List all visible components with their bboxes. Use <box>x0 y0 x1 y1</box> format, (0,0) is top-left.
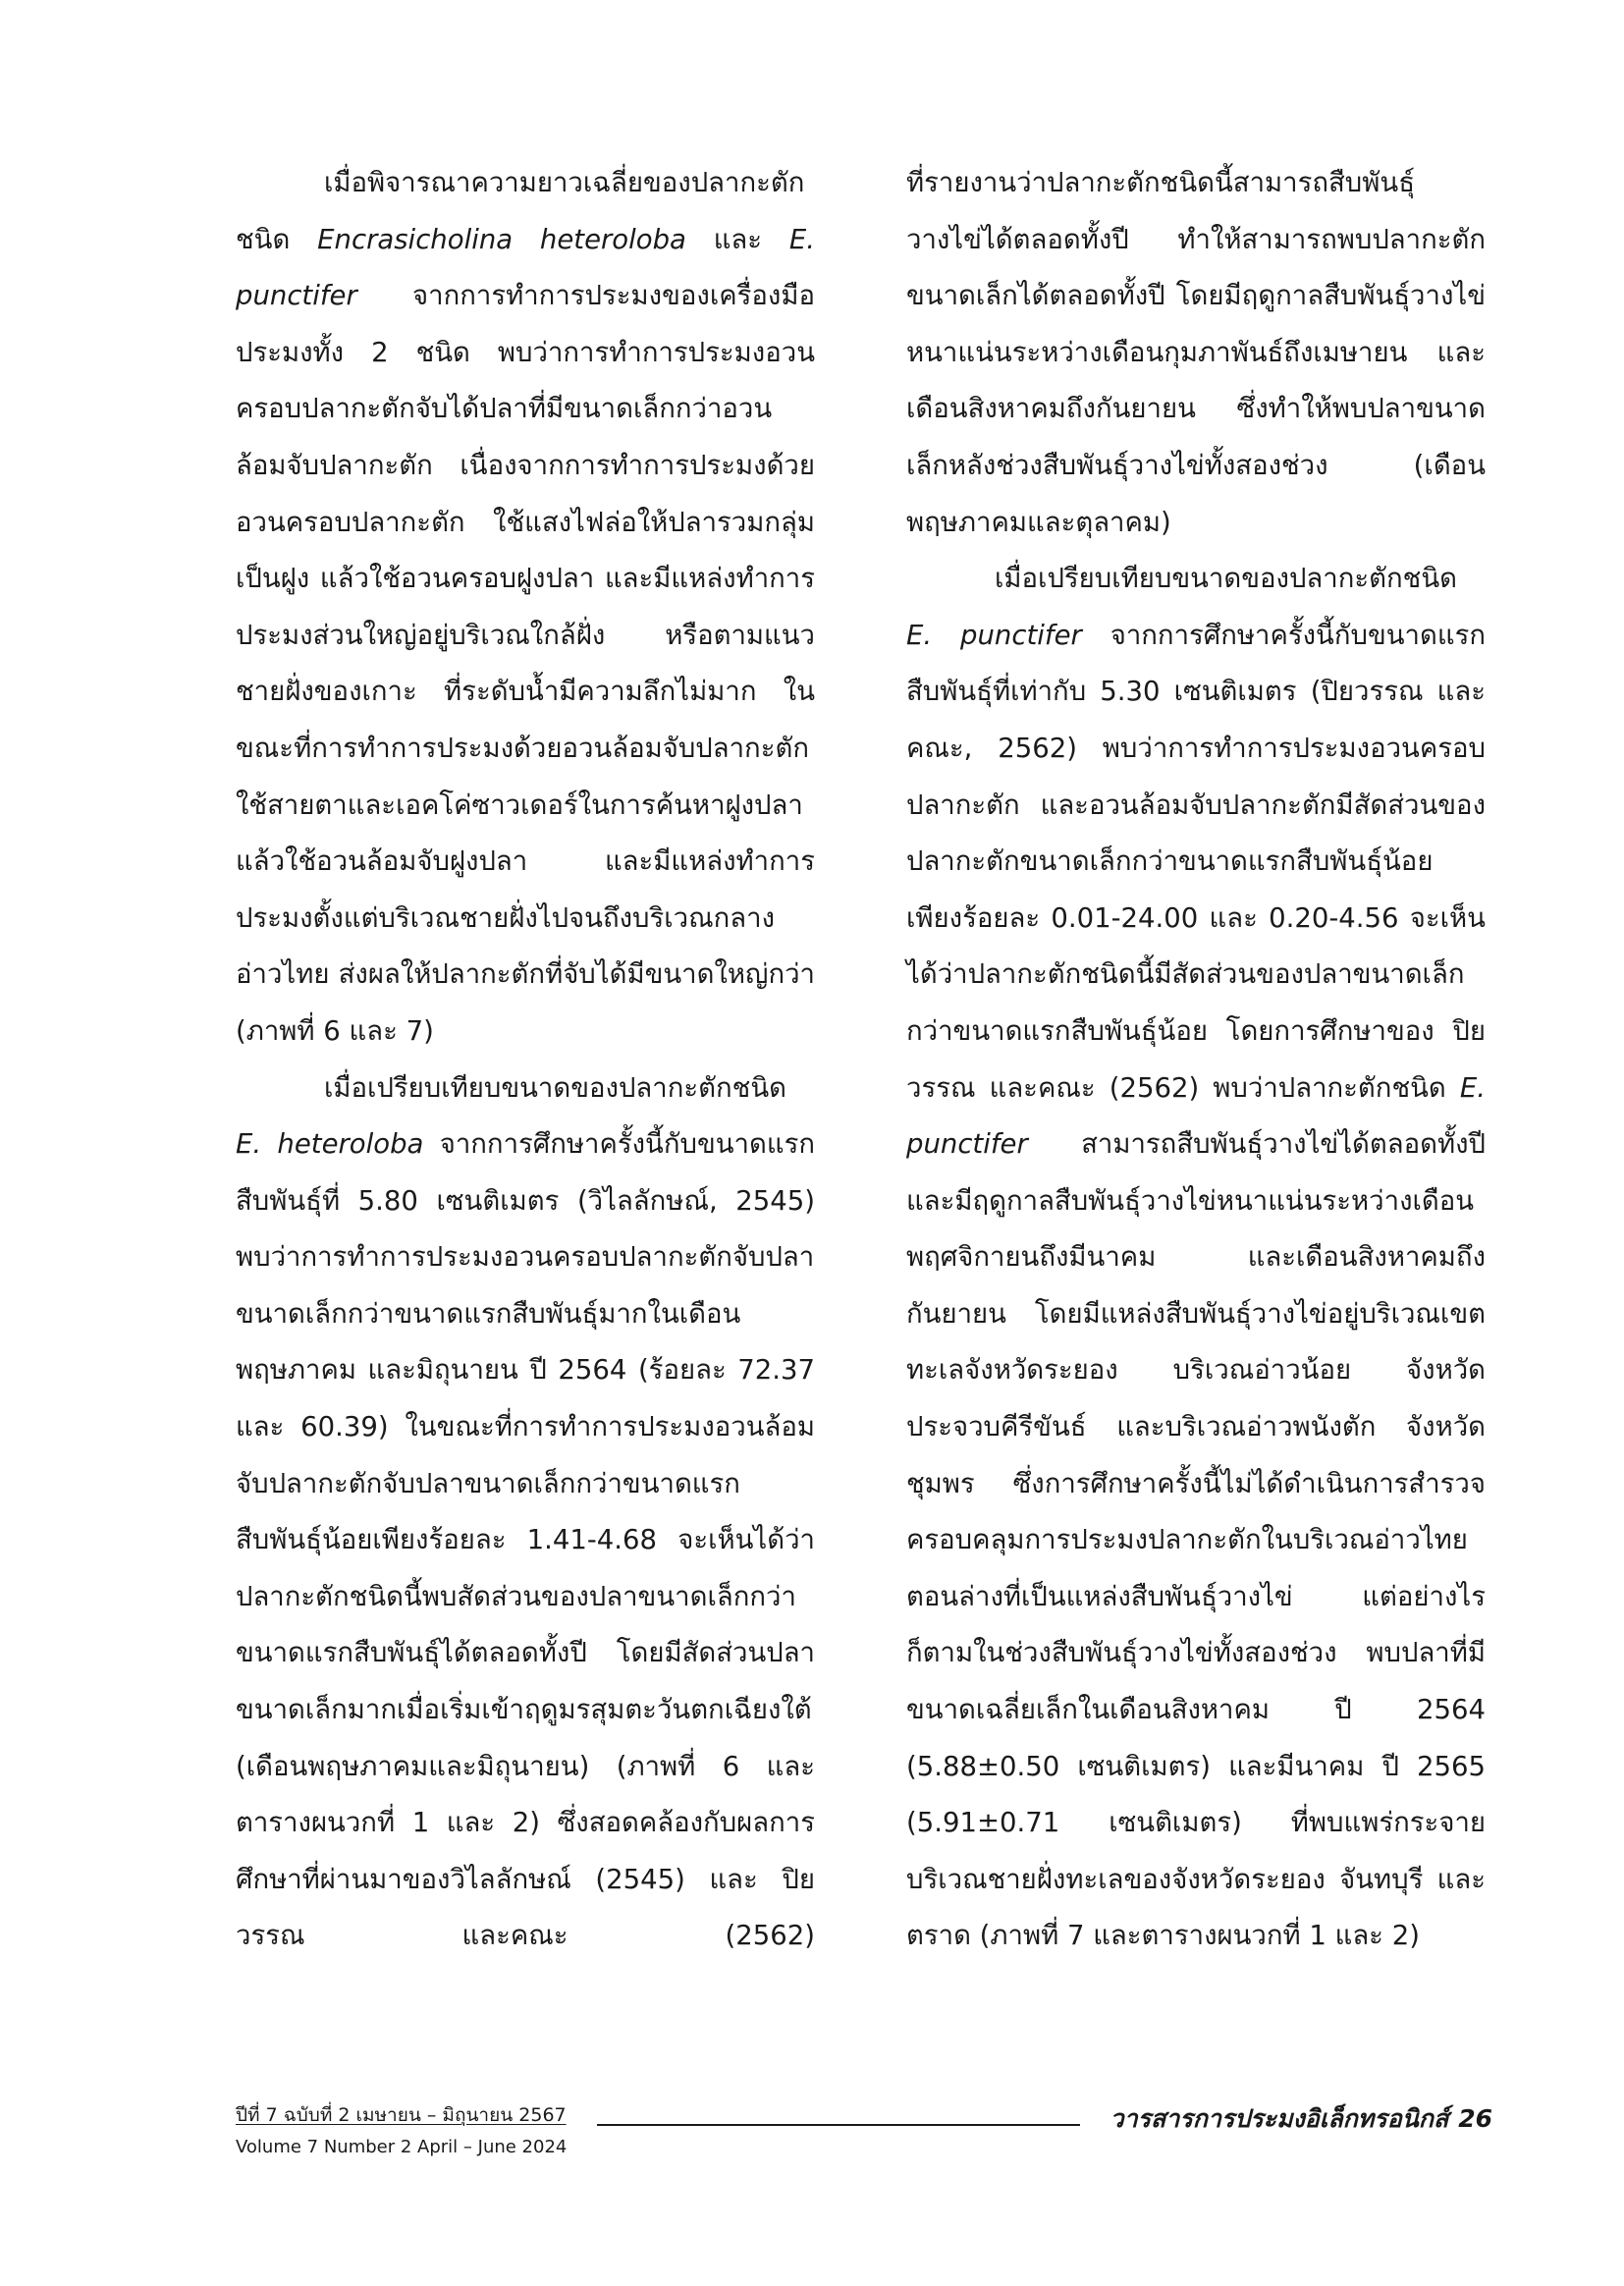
paragraph-continuation: ที่รายงานว่าปลากะตักชนิดนี้สามารถสืบพันธุ์วางไข่ได้ตลอดทั้งปี ทำให้สามารถพบปลากะตักขนาดเล็กได้ตลอดทั้งปี โดยมีฤดูกาลสืบพันธุ์วางไข่หนาแน่นระหว่างเดือนกุมภาพันธ์ถึงเมษายน และเดือนสิงหาคมถึงกันยายน ซึ่งทำให้พบปลาขนาดเล็กหลังช่วงสืบพันธุ์วางไข่ทั้งสองช่วง (เดือนพฤษภาคมและตุลาคม) <box>906 167 1486 538</box>
right-column <box>906 155 1486 1965</box>
text-run: เมื่อเปรียบเทียบขนาดของปลากะตักชนิด <box>995 563 1457 595</box>
journal-name: วารสารการประมงอิเล็กทรอนิกส์ <box>1110 2104 1449 2133</box>
species-name: E. punctifer <box>236 223 815 312</box>
text-run: จากการศึกษาครั้งนี้กับขนาดแรกสืบพันธุ์ที่ 5.80 เซนติเมตร (วิไลลักษณ์, 2545) พบว่าการทำการประมงอวนครอบปลากะตักจับปลาขนาดเล็กกว่าขนาดแรกสืบพันธุ์มากในเดือนพฤษภาคม และมิถุนายน ปี 2564 (ร้อยละ 72.37 และ 60.39) ในขณะที่การทำการประมงอวนล้อมจับปลากะตักจับปลาขนาดเล็กกว่าขนาดแรกสืบพันธุ์น้อยเพียงร้อยละ 1.41-4.68 จะเห็นได้ว่าปลากะตักชนิดนี้พบสัดส่วนของปลาขนาดเล็กกว่าขนาดแรกสืบพันธุ์ได้ตลอดทั้งปี โดยมีสัดส่วนปลาขนาดเล็กมากเมื่อเริ่มเข้าฤดูมรสุมตะวันตกเฉียงใต้ (เดือนพฤษภาคมและมิถุนายน) (ภาพที่ 6 และตารางผนวกที่ 1 และ 2) ซึ่งสอดคล้องกับผลการศึกษาที่ผ่านมาของวิไลลักษณ์ (2545) และ ปิยวรรณ และคณะ (2562) <box>236 1128 815 1952</box>
paragraph-heteroloba-size <box>236 1061 815 1966</box>
paragraph-length-comparison <box>236 155 815 1061</box>
left-column <box>236 155 815 1965</box>
text-run: เมื่อพิจารณาความยาวเฉลี่ยของปลากะตักชนิด <box>236 167 805 255</box>
text-run: และ <box>685 223 789 255</box>
species-name: Encrasicholina heteroloba <box>317 223 686 255</box>
page-number: 26 <box>1458 2104 1492 2133</box>
footer-issue-info <box>236 2103 567 2162</box>
species-name: E. punctifer <box>906 619 1082 651</box>
species-name: E. punctifer <box>906 1071 1486 1161</box>
text-run: เมื่อเปรียบเทียบขนาดของปลากะตักชนิด <box>324 1071 786 1104</box>
paragraph-punctifer-size <box>906 551 1486 1965</box>
text-run: จากการศึกษาครั้งนี้กับขนาดแรกสืบพันธุ์ที่เท่ากับ 5.30 เซนติเมตร (ปิยวรรณ และคณะ, 2562) พบว่าการทำการประมงอวนครอบปลากะตัก และอวนล้อมจับปลากะตักมีสัดส่วนของปลากะตักขนาดเล็กกว่าขนาดแรกสืบพันธุ์น้อยเพียงร้อยละ 0.01-24.00 และ 0.20-4.56 จะเห็นได้ว่าปลากะตักชนิดนี้มีสัดส่วนของปลาขนาดเล็กกว่าขนาดแรกสืบพันธุ์น้อย โดยการศึกษาของ ปิยวรรณ และคณะ (2562) พบว่าปลากะตักชนิด <box>906 619 1486 1104</box>
species-name: E. heteroloba <box>236 1128 424 1161</box>
footer-journal-title <box>1110 2104 1492 2134</box>
footer-issue-thai: ปีที่ 7 ฉบับที่ 2 เมษายน – มิถุนายน 2567 <box>236 2104 567 2126</box>
text-run: สามารถสืบพันธุ์วางไข่ได้ตลอดทั้งปี และมีฤดูกาลสืบพันธุ์วางไข่หนาแน่นระหว่างเดือนพฤศจิกายนถึงมีนาคม และเดือนสิงหาคมถึงกันยายน โดยมีแหล่งสืบพันธุ์วางไข่อยู่บริเวณเขตทะเลจังหวัดระยอง บริเวณอ่าวน้อย จังหวัดประจวบคีรีขันธ์ และบริเวณอ่าวพนังตัก จังหวัดชุมพร ซึ่งการศึกษาครั้งนี้ไม่ได้ดำเนินการสำรวจครอบคลุมการประมงปลากะตักในบริเวณอ่าวไทยตอนล่างที่เป็นแหล่งสืบพันธุ์วางไข่ แต่อย่างไรก็ตามในช่วงสืบพันธุ์วางไข่ทั้งสองช่วง พบปลาที่มีขนาดเฉลี่ยเล็กในเดือนสิงหาคม ปี 2564 (5.88±0.50 เซนติเมตร) และมีนาคม ปี 2565 (5.91±0.71 เซนติเมตร) ที่พบแพร่กระจายบริเวณชายฝั่งทะเลของจังหวัดระยอง จันทบุรี และตราด (ภาพที่ 7 และตารางผนวกที่ 1 และ 2) <box>906 1128 1486 1952</box>
footer-issue-english: Volume 7 Number 2 April – June 2024 <box>236 2137 568 2157</box>
text-run: จากการทำการประมงของเครื่องมือประมงทั้ง 2 ชนิด พบว่าการทำการประมงอวนครอบปลากะตักจับได้ปลาที่มีขนาดเล็กกว่าอวนล้อมจับปลากะตัก เนื่องจากการทำการประมงด้วยอวนครอบปลากะตัก ใช้แสงไฟล่อให้ปลารวมกลุ่มเป็นฝูง แล้วใช้อวนครอบฝูงปลา และมีแหล่งทำการประมงส่วนใหญ่อยู่บริเวณใกล้ฝั่ง หรือตามแนวชายฝั่งของเกาะ ที่ระดับน้ำมีความลึกไม่มาก ในขณะที่การทำการประมงด้วยอวนล้อมจับปลากะตักใช้สายตาและเอคโค่ซาวเดอร์ในการค้นหาฝูงปลาแล้วใช้อวนล้อมจับฝูงปลา และมีแหล่งทำการประมงตั้งแต่บริเวณชายฝั่งไปจนถึงบริเวณกลางอ่าวไทย ส่งผลให้ปลากะตักที่จับได้มีขนาดใหญ่กว่า (ภาพที่ 6 และ 7) <box>236 280 815 1047</box>
footer-divider <box>597 2124 1080 2126</box>
